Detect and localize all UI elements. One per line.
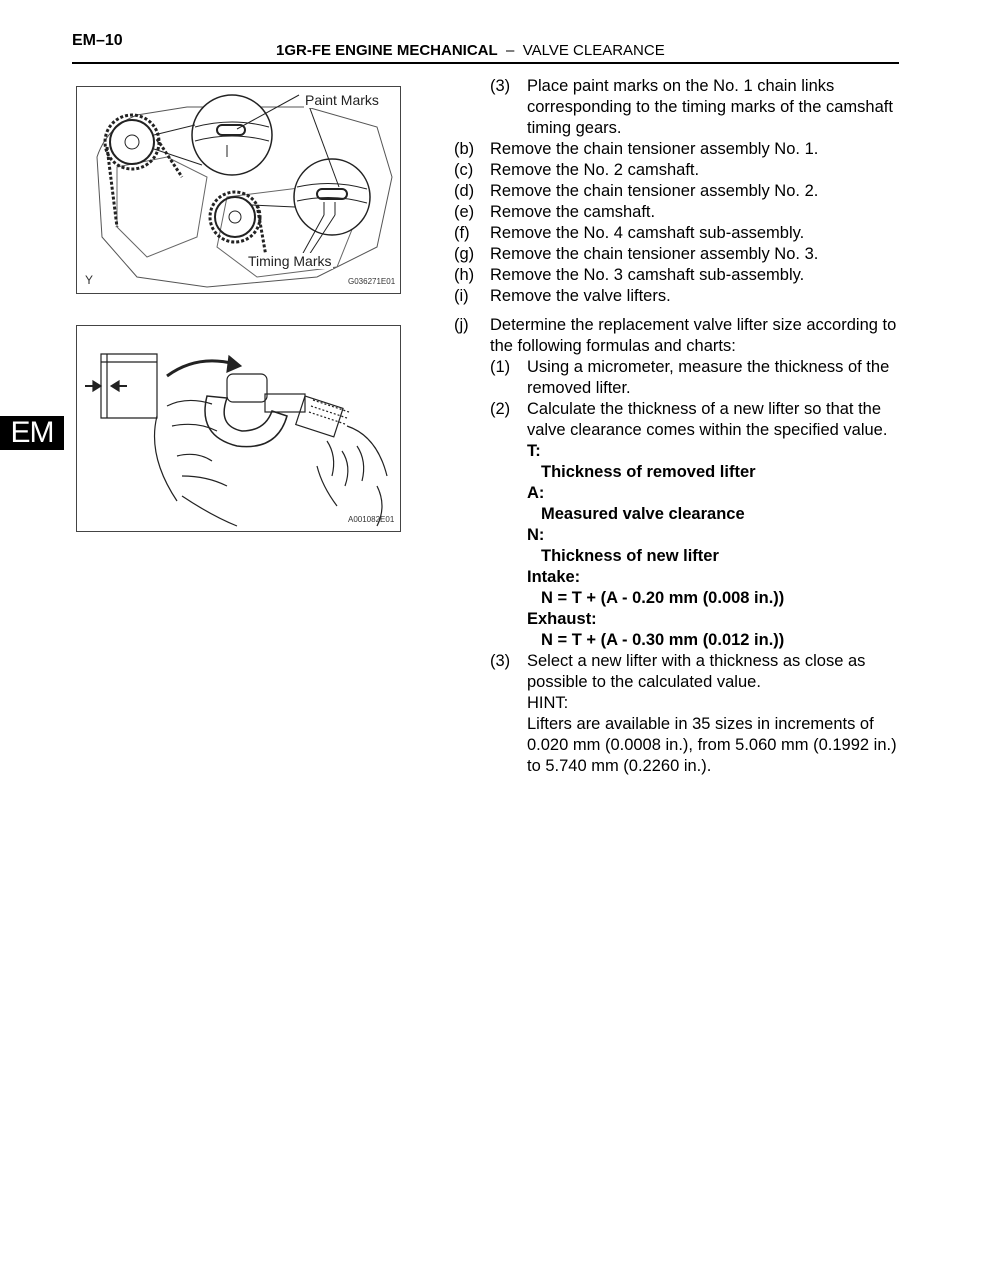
list-item <box>454 357 904 399</box>
step-label: (h) <box>454 266 475 284</box>
list-item <box>454 160 904 181</box>
exhaust-label: Exhaust: <box>527 610 597 628</box>
page-number: EM–10 <box>72 32 123 49</box>
step-label: (f) <box>454 224 470 242</box>
step-text: Remove the chain tensioner assembly No. 2. <box>490 182 819 200</box>
formula-term-n: N: <box>527 526 545 544</box>
figure-corner-letter: Y <box>85 273 94 287</box>
step-label: (b) <box>454 140 475 158</box>
header-divider <box>72 62 899 64</box>
formula-def-n: Thickness of new lifter <box>541 547 719 565</box>
step-text: Remove the valve lifters. <box>490 287 671 305</box>
topic-title: VALVE CLEARANCE <box>522 42 665 59</box>
step-text: Select a new lifter with a thickness as close as possible to the calculated value. <box>527 652 866 691</box>
timing-marks-figure <box>76 86 401 294</box>
step-label: (1) <box>490 358 511 376</box>
step-label: (i) <box>454 287 469 305</box>
step-text: Determine the replacement valve lifter size according to the following formulas and charts: <box>490 316 897 355</box>
timing-chain-illustration <box>77 87 400 293</box>
list-item <box>454 76 904 139</box>
micrometer-illustration <box>77 326 400 531</box>
section-tab: EM <box>0 416 64 450</box>
step-label: (j) <box>454 316 469 334</box>
step-text: Remove the No. 3 camshaft sub-assembly. <box>490 266 805 284</box>
list-item <box>454 315 904 357</box>
list-item <box>454 202 904 223</box>
hint-text: Lifters are available in 35 sizes in increments of 0.020 mm (0.0008 in.), from 5.060 mm (0.1992 in.) to 5.740 mm (0.2260 in.). <box>527 715 897 775</box>
procedure-text <box>454 76 904 777</box>
figure-code: G036271E01 <box>348 277 396 286</box>
formula-term-a: A: <box>527 484 545 502</box>
step-text: Remove the chain tensioner assembly No. 1. <box>490 140 819 158</box>
list-item <box>454 139 904 160</box>
list-item <box>454 265 904 286</box>
step-label: (e) <box>454 203 475 221</box>
step-text: Remove the chain tensioner assembly No. 3. <box>490 245 819 263</box>
list-item <box>454 181 904 202</box>
intake-label: Intake: <box>527 568 581 586</box>
step-label: (c) <box>454 161 474 179</box>
list-item <box>454 286 904 307</box>
paint-marks-label: Paint Marks <box>305 92 379 108</box>
intake-formula: N = T + (A - 0.20 mm (0.008 in.)) <box>541 589 785 607</box>
step-label: (g) <box>454 245 475 263</box>
timing-marks-label: Timing Marks <box>248 253 332 269</box>
formula-def-t: Thickness of removed lifter <box>541 463 756 481</box>
list-item <box>454 244 904 265</box>
step-text: Remove the No. 2 camshaft. <box>490 161 700 179</box>
step-label: (2) <box>490 400 511 418</box>
section-title: 1GR-FE ENGINE MECHANICAL <box>276 42 498 59</box>
step-text: Remove the camshaft. <box>490 203 656 221</box>
list-item <box>454 651 904 693</box>
step-text: Place paint marks on the No. 1 chain links corresponding to the timing marks of the camshaft timing gears. <box>527 77 893 137</box>
title-separator: – <box>506 42 515 59</box>
exhaust-formula: N = T + (A - 0.30 mm (0.012 in.)) <box>541 631 785 649</box>
formula-def-a: Measured valve clearance <box>541 505 745 523</box>
list-item <box>454 223 904 244</box>
figure-code: A001082E01 <box>348 515 395 524</box>
formula-term-t: T: <box>527 442 541 460</box>
hint-label: HINT: <box>527 694 569 712</box>
step-label: (3) <box>490 652 511 670</box>
step-text: Using a micrometer, measure the thickness of the removed lifter. <box>527 358 890 397</box>
step-label: (3) <box>490 77 511 95</box>
step-label: (d) <box>454 182 475 200</box>
page-title <box>276 42 665 59</box>
step-text: Calculate the thickness of a new lifter so that the valve clearance comes within the specified value. <box>527 400 888 439</box>
list-item <box>454 399 904 441</box>
step-text: Remove the No. 4 camshaft sub-assembly. <box>490 224 805 242</box>
micrometer-figure <box>76 325 401 532</box>
